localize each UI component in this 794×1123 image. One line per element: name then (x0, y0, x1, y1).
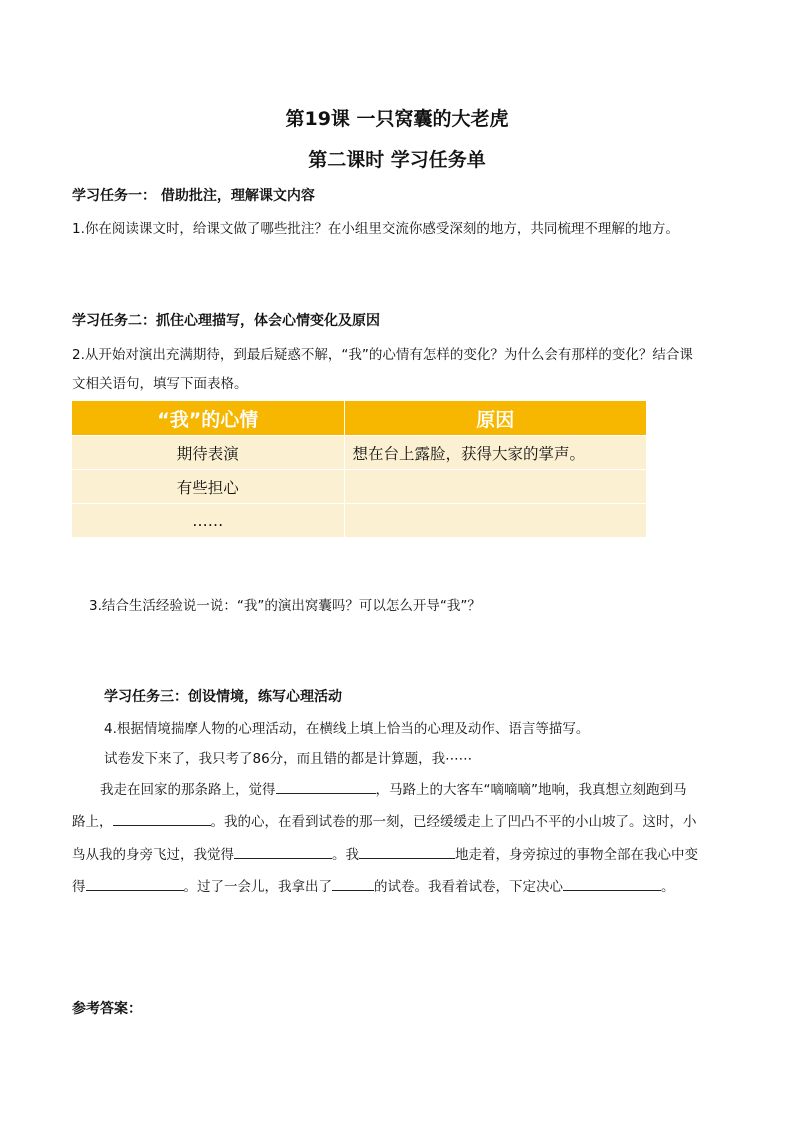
question-1: 1.你在阅读课文时，给课文做了哪些批注？在小组里交流你感受深刻的地方，共同梳理不理解的地方。 (72, 221, 679, 237)
text-segment: 。过了一会儿，我拿出了 (183, 879, 332, 895)
scenario-intro: 试卷发下来了，我只考了86分，而且错的都是计算题，我⋯⋯ (104, 751, 473, 767)
task1-heading: 学习任务一： 借助批注，理解课文内容 (72, 188, 315, 204)
text-segment: 。我的心，在看到试卷的那一刻，已经缓缓走上了凹凸不平的小山坡了。这时，小 (210, 814, 697, 830)
scenario-paragraph-line2 (72, 810, 697, 830)
text-segment: ，马路上的大客车“嘀嘀嘀”地响，我真想立刻跑到马 (375, 782, 687, 798)
mood-cell: …… (72, 504, 344, 538)
text-segment: 。我 (332, 847, 359, 863)
header-reason: 原因 (344, 401, 646, 436)
reason-cell: 想在台上露脸，获得大家的掌声。 (344, 436, 646, 470)
question-2-line2: 文相关语句，填写下面表格。 (72, 376, 248, 392)
question-3: 3.结合生活经验说一说：“我”的演出窝囊吗？可以怎么开导“我”？ (89, 598, 481, 614)
fill-blank[interactable] (563, 876, 661, 891)
mood-cell: 有些担心 (72, 470, 344, 504)
text-segment: 。 (661, 879, 675, 895)
text-segment: 路上， (72, 814, 113, 830)
fill-blank[interactable] (276, 779, 376, 794)
scenario-paragraph-line4 (72, 875, 675, 895)
fill-blank[interactable] (234, 844, 332, 859)
fill-blank[interactable] (113, 811, 211, 826)
mood-table (72, 401, 646, 537)
text-segment: 的试卷。我看着试卷，下定决心 (374, 879, 563, 895)
text-segment: 我走在回家的那条路上，觉得 (100, 782, 276, 798)
table-row (72, 470, 646, 504)
text-segment: 地走着，身旁掠过的事物全部在我心中变 (455, 847, 698, 863)
mood-cell: 期待表演 (72, 436, 344, 470)
reason-cell (344, 470, 646, 504)
reason-cell (344, 504, 646, 538)
text-segment: 鸟从我的身旁飞过，我觉得 (72, 847, 234, 863)
question-4: 4.根据情境揣摩人物的心理活动，在横线上填上恰当的心理及动作、语言等描写。 (104, 721, 590, 737)
fill-blank[interactable] (86, 876, 184, 891)
scenario-paragraph-line3 (72, 843, 698, 863)
page-subtitle: 第二课时 学习任务单 (308, 149, 486, 171)
task2-heading: 学习任务二：抓住心理描写，体会心情变化及原因 (72, 313, 380, 329)
table-row (72, 504, 646, 538)
table-row (72, 436, 646, 470)
task3-heading: 学习任务三：创设情境，练写心理活动 (104, 689, 342, 705)
fill-blank[interactable] (359, 844, 455, 859)
text-segment: 得 (72, 879, 86, 895)
page-title: 第19课 一只窝囊的大老虎 (285, 108, 509, 130)
answers-label: 参考答案： (72, 1001, 142, 1017)
table-header-row (72, 401, 646, 436)
header-mood: “我”的心情 (72, 401, 344, 436)
scenario-paragraph-line1 (100, 778, 687, 798)
fill-blank[interactable] (332, 876, 374, 891)
question-2-line1: 2.从开始对演出充满期待，到最后疑惑不解，“我”的心情有怎样的变化？为什么会有那样的变化？结合课 (72, 347, 693, 363)
